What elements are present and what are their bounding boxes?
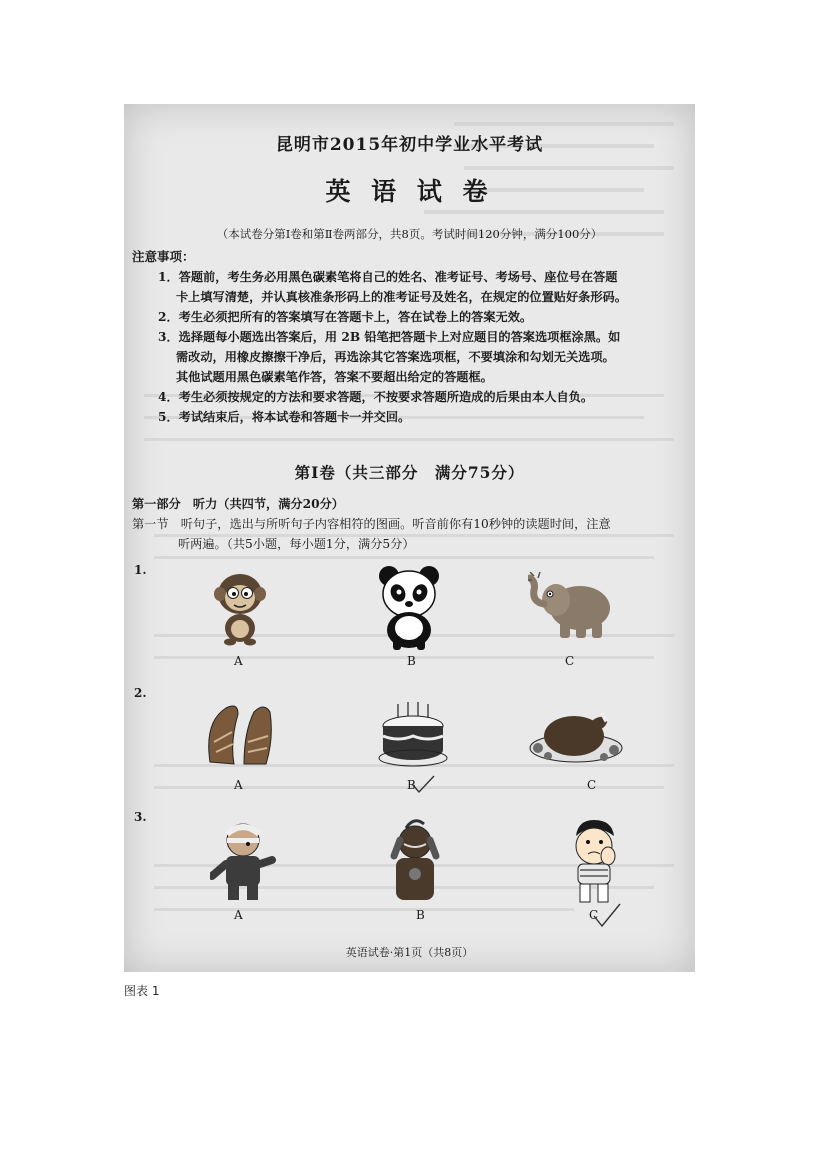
check-mark-icon <box>410 774 436 794</box>
section-part-label: 第一部分 听力（共四节，满分20分） <box>132 497 344 511</box>
birthday-cake-icon <box>378 698 448 770</box>
monkey-icon <box>212 566 268 646</box>
section-instruction: 听两遍。（共5小题，每小题1分，满分5分） <box>178 537 415 551</box>
question-number: 1. <box>134 563 147 577</box>
figure-caption: 图表 1 <box>124 984 160 998</box>
notes-heading: 注意事项： <box>132 249 195 264</box>
note-line: 4．考生必须按规定的方法和要求答题，不按要求答题所造成的后果由本人自负。 <box>158 390 594 404</box>
elephant-icon <box>528 572 614 640</box>
note-line: 5．考试结束后，将本试卷和答题卡一并交回。 <box>158 410 411 424</box>
exam-subtitle: （本试卷分第Ⅰ卷和第Ⅱ卷两部分，共8页。考试时间120分钟，满分100分） <box>216 227 603 241</box>
toothache-boy-icon <box>564 818 624 904</box>
question-number: 3. <box>134 810 147 824</box>
note-line: 其他试题用黑色碳素笔作答，答案不要超出给定的答题框。 <box>176 370 493 384</box>
option-label: B <box>416 908 425 922</box>
option-label: A <box>234 778 243 792</box>
scanned-exam-page <box>124 104 695 972</box>
option-label: B <box>407 654 416 668</box>
option-label: A <box>234 908 243 922</box>
section-instruction: 第一节 听句子，选出与所听句子内容相符的图画。听音前你有10秒钟的读题时间，注意 <box>132 517 611 531</box>
injured-boy-icon <box>210 820 276 902</box>
note-line: 2．考生必须把所有的答案填写在答题卡上，答在试卷上的答案无效。 <box>158 310 533 324</box>
roast-chicken-icon <box>528 706 624 764</box>
note-line: 需改动，用橡皮擦擦干净后，再选涂其它答案选项框，不要填涂和勾划无关选项。 <box>176 350 615 364</box>
note-line: 卡上填写清楚，并认真核准条形码上的准考证号及姓名，在规定的位置贴好条形码。 <box>176 290 627 304</box>
question-number: 2. <box>134 686 147 700</box>
option-label: C <box>587 778 597 792</box>
option-label: C <box>565 654 575 668</box>
check-mark-icon <box>592 902 622 928</box>
option-label: A <box>234 654 243 668</box>
part-title: 第Ⅰ卷（共三部分 满分75分） <box>294 463 525 482</box>
bread-icon <box>204 702 276 768</box>
exam-title: 昆明市2015年初中学业水平考试 <box>275 135 544 155</box>
headache-boy-icon <box>384 816 446 904</box>
option-label: B <box>407 778 416 792</box>
note-line: 1．答题前，考生务必用黑色碳素笔将自己的姓名、准考证号、考场号、座位号在答题 <box>158 270 618 284</box>
page-footer: 英语试卷·第1页（共8页） <box>345 946 474 959</box>
note-line: 3．选择题每小题选出答案后，用 2B 铅笔把答题卡上对应题目的答案选项框涂黑。如 <box>158 330 621 344</box>
option-label: C <box>589 908 599 922</box>
subject-title: 英 语 试 卷 <box>325 177 494 206</box>
panda-icon <box>375 564 443 650</box>
